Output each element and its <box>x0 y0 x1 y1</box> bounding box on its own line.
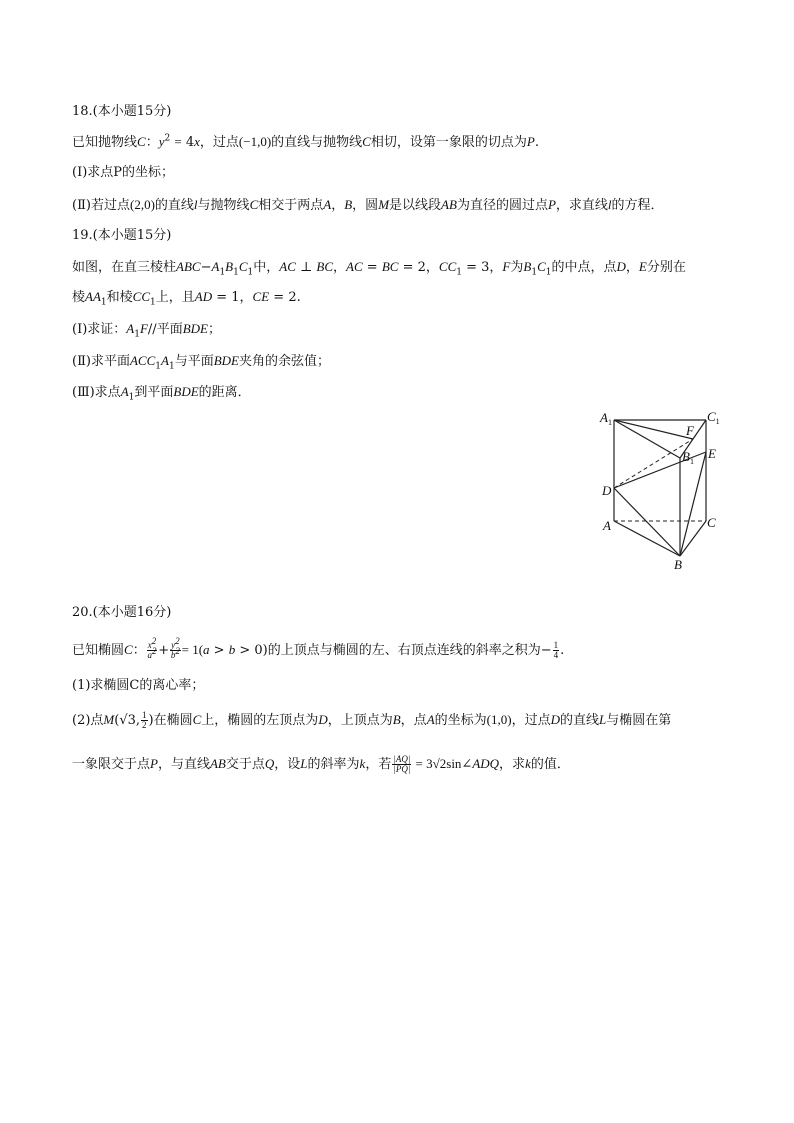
label-e: E <box>708 446 716 461</box>
label-a1: $A_1$ <box>600 410 612 427</box>
q19-part2: (Ⅱ)求平面$ACC_1A_1$与平面BDE夹角的余弦值； <box>72 353 331 372</box>
q18-stem: 已知抛物线C：$y^2 = 4x$，过点(−1,0)的直线与抛物线C相切，设第一象限的切点为P. <box>72 133 539 150</box>
label-d: D <box>602 483 612 498</box>
q18-part2: (Ⅱ)若过点(2,0)的直线l与抛物线C相交于两点A，B，圆M是以线段AB为直径的圆过点P，求直线l的方程． <box>72 197 664 213</box>
segment-a1f <box>614 420 693 439</box>
q20-part2-1: (2)点M(√3, $\frac{1}{2}$ )在椭圆C上，椭圆的左顶点为D，上顶点为B，点A的坐标为(1,0)，过点D的直线L与椭圆在第 <box>72 710 672 730</box>
q19-stem-1: 如图，在直三棱柱$ABC-A_1B_1C_1$中，AC ⊥ BC，AC = BC = 2，$CC_1 = 3$，F为$B_1C_1$的中点，点D，E分别在 <box>72 259 686 278</box>
edge-a1b1 <box>614 420 680 458</box>
q19-header: 19.(本小题15分) <box>72 228 172 243</box>
label-b: B <box>674 557 682 572</box>
prism-figure <box>590 404 730 574</box>
q20-stem: 已知椭圆C： $\frac{x^2}{a^2}$ + $\frac{y^2}{b^2}$ = 1(a > b > 0)的上顶点与椭圆的左、右顶点连线的斜率之积为− $\frac{1}{4}$ . <box>72 636 565 660</box>
q19-part1: (Ⅰ)求证：$A_1F//$平面BDE； <box>72 321 221 340</box>
edge-ab <box>614 521 680 556</box>
q20-part1: (1)求椭圆C的离心率； <box>72 678 205 693</box>
q20-part2-2: 一象限交于点P，与直线AB交于点Q，设L的斜率为k，若 $\frac{|AQ|}{|PQ|}$ = 3√2sin∠ADQ，求k的值． <box>72 754 570 774</box>
edge-db <box>614 488 680 556</box>
q18-header: 18.(本小题15分) <box>72 104 172 119</box>
label-c1: $C_1$ <box>707 409 720 426</box>
q19-part3: (Ⅲ)求点$A_1$到平面BDE的距离． <box>72 384 251 403</box>
q18-part1: (I)求点P的坐标； <box>72 165 175 180</box>
label-c: C <box>707 515 716 530</box>
q20-header: 20.(本小题16分) <box>72 605 172 620</box>
label-b1: $B_1$ <box>682 449 694 466</box>
edge-eb <box>680 452 706 556</box>
label-a: A <box>603 518 611 533</box>
q19-stem-2: 棱$AA_1$和棱$CC_1$上，且AD = 1，CE = 2. <box>72 289 301 308</box>
label-f: F <box>686 423 694 438</box>
